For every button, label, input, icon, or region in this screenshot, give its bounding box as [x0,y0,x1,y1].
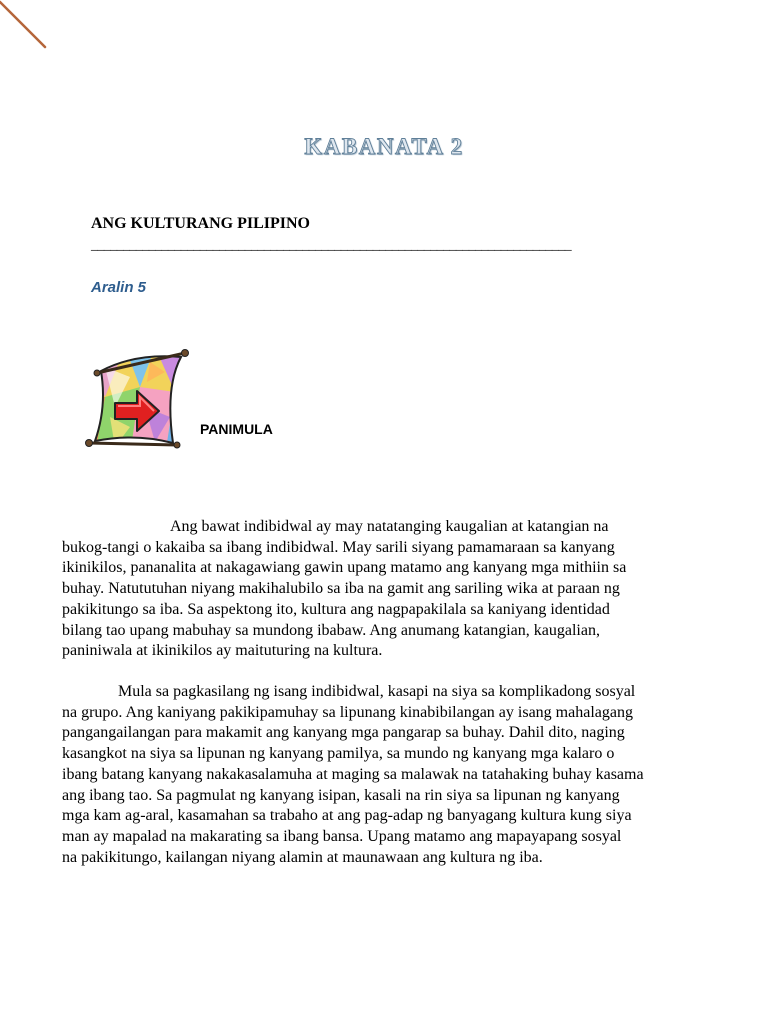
paragraph-line: paniniwala at ikinikilos ay maituturing na kultura. [62,642,383,660]
chapter-title: KABANATA 2 [304,134,464,159]
paragraph-line: ang ibang tao. Sa pagmulat ng kanyang isipan, kasali na rin siya sa lipunan ng kanyang [62,786,620,804]
paragraph-line: kasangkot na siya sa lipunan ng kanyang pamilya, sa mundo ng kanyang mga kalaro o [62,745,615,763]
lesson-label: Aralin 5 [91,279,147,296]
scroll-arrow-icon [85,347,195,455]
section-underline: ___________________________________________________________________________ [91,238,572,253]
paragraph-line: na pakikitungo, kailangan niyang alamin at maunawaan ang kultura ng iba. [62,848,543,866]
paragraph-line: pangangailangan para makamit ang kanyang mga pangarap sa buhay. Dahil dito, naging [62,724,625,742]
paragraph-line: Mula sa pagkasilang ng isang indibidwal, kasapi na siya sa komplikadong sosyal [118,683,636,700]
section-title: ANG KULTURANG PILIPINO [91,215,310,232]
paragraph-line: man ay mapalad na makarating sa ibang bansa. Upang matamo ang mapayapang sosyal [62,827,622,845]
paragraph-line: na grupo. Ang kaniyang pakikipamuhay sa lipunang kinabibilangan ay isang mahalagang [62,703,633,721]
paragraph-line: Ang bawat indibidwal ay may natatanging kaugalian at katangian na [170,518,609,535]
corner-decoration [0,0,60,60]
paragraph-line: mga kam ag-aral, kasamahan sa trabaho at ang pag-adap ng banyagang kultura kung siya [62,807,632,825]
paragraph-line: pakikitungo sa iba. Sa aspektong ito, kultura ang nagpapakilala sa kaniyang identidad [62,600,610,618]
paragraph-1 [62,517,710,662]
paragraph-line: bukog-tangi o kakaiba sa ibang indibidwal. May sarili siyang pamamaraan sa kanyang [62,538,615,556]
paragraph-line: buhay. Natututuhan niyang makihalubilo sa iba na gamit ang sariling wika at paraan ng [62,580,620,598]
panimula-label: PANIMULA [200,421,273,437]
paragraph-2 [62,682,710,868]
paragraph-line: ibang batang kanyang nakakasalamuha at maging sa malawak na tatahaking buhay kasama [62,765,644,783]
paragraph-line: bilang tao upang mabuhay sa mundong ibabaw. Ang anumang katangian, kaugalian, [62,621,600,639]
paragraph-line: ikinikilos, pananalita at nakagawiang gawin upang matamo ang kanyang mga mithiin sa [62,559,627,577]
